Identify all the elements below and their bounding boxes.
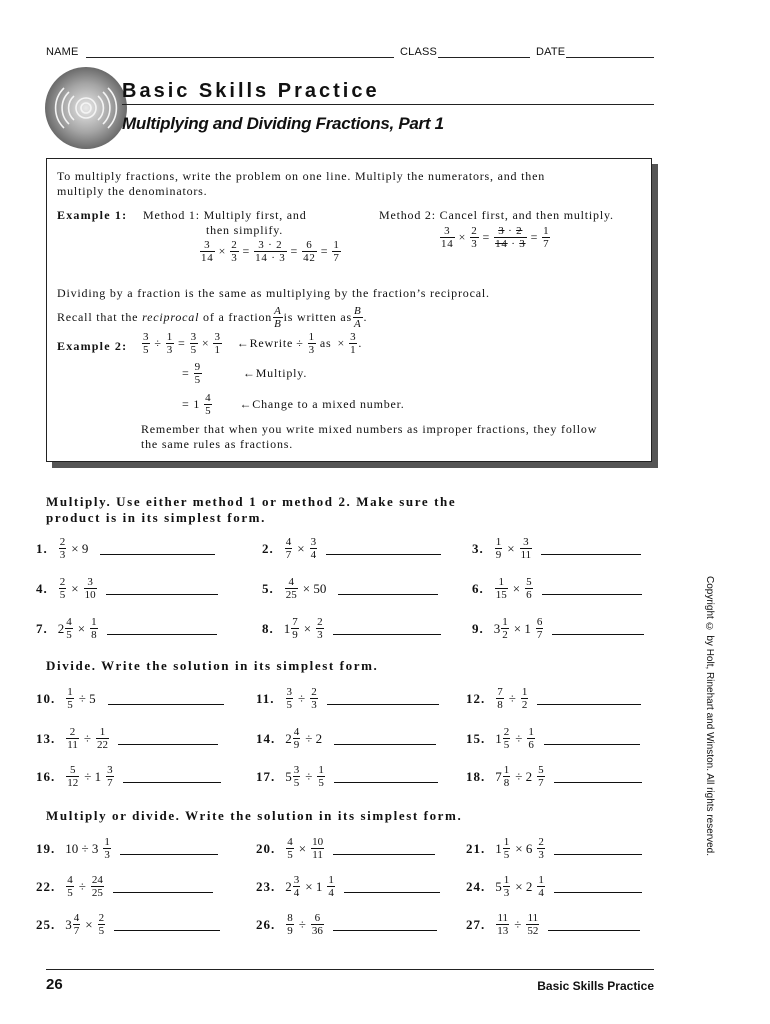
- example-2-line-3: = 1 $\frac{4}{5}$ ←Change to a mixed number.: [182, 392, 405, 417]
- answer-3[interactable]: [541, 542, 641, 555]
- example-2-line-2: = $\frac{9}{5}$ ←Multiply.: [182, 361, 308, 386]
- remember-line-1: Remember that when you write mixed numbers as improper fractions, they follow: [141, 422, 598, 436]
- answer-23[interactable]: [344, 880, 440, 893]
- problem-4: 4. $\frac{2}{5}$ × $\frac{3}{10}$: [36, 576, 218, 601]
- problem-7: 7. 2 $\frac{4}{5}$ × $\frac{1}{8}$: [36, 616, 217, 641]
- problem-25: 25. 3 $\frac{4}{7}$ × $\frac{2}{5}$: [36, 912, 220, 937]
- answer-1[interactable]: [100, 542, 215, 555]
- problem-3: 3. $\frac{1}{9}$ × $\frac{3}{11}$: [472, 536, 641, 561]
- answer-17[interactable]: [334, 770, 438, 783]
- problem-21: 21. 1 $\frac{1}{5}$ × 6 $\frac{2}{3}$: [466, 836, 642, 861]
- section-3-instruction: Multiply or divide. Write the solution in its simplest form.: [46, 808, 463, 823]
- answer-20[interactable]: [333, 842, 435, 855]
- problem-18: 18. 7 $\frac{1}{8}$ ÷ 2 $\frac{5}{7}$: [466, 764, 642, 789]
- example-2-label: Example 2:: [57, 339, 128, 353]
- answer-27[interactable]: [548, 918, 640, 931]
- answer-2[interactable]: [326, 542, 441, 555]
- answer-15[interactable]: [544, 732, 640, 745]
- answer-6[interactable]: [542, 582, 642, 595]
- answer-22[interactable]: [113, 880, 213, 893]
- instruction-box: [46, 158, 652, 462]
- problem-6: 6. $\frac{1}{15}$ × $\frac{5}{6}$: [472, 576, 642, 601]
- problem-2: 2. $\frac{4}{7}$ × $\frac{3}{4}$: [262, 536, 441, 561]
- problem-23: 23. 2 $\frac{3}{4}$ × 1 $\frac{1}{4}$: [256, 874, 440, 899]
- answer-4[interactable]: [106, 582, 218, 595]
- answer-5[interactable]: [338, 582, 438, 595]
- problem-19: 19. 10 ÷ 3 $\frac{1}{3}$: [36, 836, 218, 861]
- method-1-equation: $\frac{3}{14}$ × $\frac{2}{3}$ = $\frac{3 \cdot 2}{14 \cdot 3}$ = $\frac{6}{42}$ = $\frac{1}{7}$: [201, 239, 340, 264]
- section-2-instruction: Divide. Write the solution in its simplest form.: [46, 658, 379, 673]
- answer-25[interactable]: [114, 918, 220, 931]
- answer-26[interactable]: [333, 918, 437, 931]
- intro-line-2: multiply the denominators.: [57, 184, 208, 198]
- problem-8: 8. 1 $\frac{7}{9}$ × $\frac{2}{3}$: [262, 616, 441, 641]
- problem-27: 27. $\frac{11}{13}$ ÷ $\frac{11}{52}$: [466, 912, 640, 937]
- answer-11[interactable]: [327, 692, 439, 705]
- footer-rule: [46, 969, 654, 970]
- problem-13: 13. $\frac{2}{11}$ ÷ $\frac{1}{22}$: [36, 726, 218, 751]
- answer-7[interactable]: [107, 622, 217, 635]
- page-subtitle: Multiplying and Dividing Fractions, Part 1: [122, 114, 444, 133]
- remember-line-2: the same rules as fractions.: [141, 437, 294, 451]
- page-number: 26: [46, 976, 63, 993]
- problem-22: 22. $\frac{4}{5}$ ÷ $\frac{24}{25}$: [36, 874, 213, 899]
- problem-5: 5. $\frac{4}{25}$ × 50: [262, 576, 438, 601]
- problem-11: 11. $\frac{3}{5}$ ÷ $\frac{2}{3}$: [256, 686, 439, 711]
- footer-label: Basic Skills Practice: [537, 979, 654, 993]
- answer-13[interactable]: [118, 732, 218, 745]
- example-1-label: Example 1:: [57, 208, 128, 222]
- date-label: DATE: [536, 46, 566, 58]
- section-1-instruction-a: Multiply. Use either method 1 or method 2. Make sure the: [46, 494, 457, 509]
- problem-26: 26. $\frac{8}{9}$ ÷ $\frac{6}{36}$: [256, 912, 437, 937]
- problem-9: 9. 3 $\frac{1}{2}$ × 1 $\frac{6}{7}$: [472, 616, 644, 641]
- answer-18[interactable]: [554, 770, 642, 783]
- problem-14: 14. 2 $\frac{4}{9}$ ÷ 2: [256, 726, 436, 751]
- example-2-line-1: $\frac{3}{5}$ ÷ $\frac{1}{3}$ = $\frac{3}{5}$ × $\frac{3}{1}$ ←Rewrite ÷ $\frac{1}{3}$ as × $\frac{3}{1}$ .: [143, 331, 363, 356]
- section-1-instruction-b: product is in its simplest form.: [46, 510, 266, 525]
- problem-16: 16. $\frac{5}{12}$ ÷ 1 $\frac{3}{7}$: [36, 764, 221, 789]
- answer-10[interactable]: [108, 692, 224, 705]
- copyright-note: Copyright © by Holt, Rinehart and Winston. All rights reserved.: [704, 576, 715, 857]
- answer-24[interactable]: [554, 880, 642, 893]
- dividing-text: Dividing by a fraction is the same as multiplying by the fraction’s reciprocal.: [57, 286, 490, 300]
- class-field[interactable]: [438, 57, 530, 58]
- problem-10: 10. $\frac{1}{5}$ ÷ 5: [36, 686, 224, 711]
- method-2-text: Method 2: Cancel first, and then multiply.: [379, 208, 614, 222]
- answer-19[interactable]: [120, 842, 218, 855]
- method-1-text-b: then simplify.: [206, 223, 284, 237]
- problem-12: 12. $\frac{7}{8}$ ÷ $\frac{1}{2}$: [466, 686, 641, 711]
- problem-1: 1. $\frac{2}{3}$ × 9: [36, 536, 215, 561]
- intro-line-1: To multiply fractions, write the problem on one line. Multiply the numerators, and then: [57, 169, 546, 183]
- answer-8[interactable]: [333, 622, 441, 635]
- problem-15: 15. 1 $\frac{2}{5}$ ÷ $\frac{1}{6}$: [466, 726, 640, 751]
- problem-17: 17. 5 $\frac{3}{5}$ ÷ $\frac{1}{5}$: [256, 764, 438, 789]
- answer-14[interactable]: [334, 732, 436, 745]
- answer-21[interactable]: [554, 842, 642, 855]
- answer-9[interactable]: [552, 622, 644, 635]
- problem-20: 20. $\frac{4}{5}$ × $\frac{10}{11}$: [256, 836, 435, 861]
- date-field[interactable]: [566, 57, 654, 58]
- name-field[interactable]: [86, 57, 394, 58]
- title-rule: [122, 104, 654, 105]
- name-label: NAME: [46, 46, 79, 58]
- recall-line: Recall that the reciprocal of a fraction $\frac{A}{B}$ is written as $\frac{B}{A}$ .: [57, 305, 368, 330]
- method-1-text-a: Method 1: Multiply first, and: [143, 208, 307, 222]
- method-2-equation: $\frac{3}{14}$ × $\frac{2}{3}$ = $\frac{3 \cdot 2}{14 \cdot 3}$ = $\frac{1}{7}$: [441, 225, 550, 250]
- answer-16[interactable]: [123, 770, 221, 783]
- answer-12[interactable]: [537, 692, 641, 705]
- swirl-logo-icon: [44, 66, 128, 150]
- class-label: CLASS: [400, 46, 438, 58]
- page-title: Basic Skills Practice: [122, 80, 380, 102]
- problem-24: 24. 5 $\frac{1}{3}$ × 2 $\frac{1}{4}$: [466, 874, 642, 899]
